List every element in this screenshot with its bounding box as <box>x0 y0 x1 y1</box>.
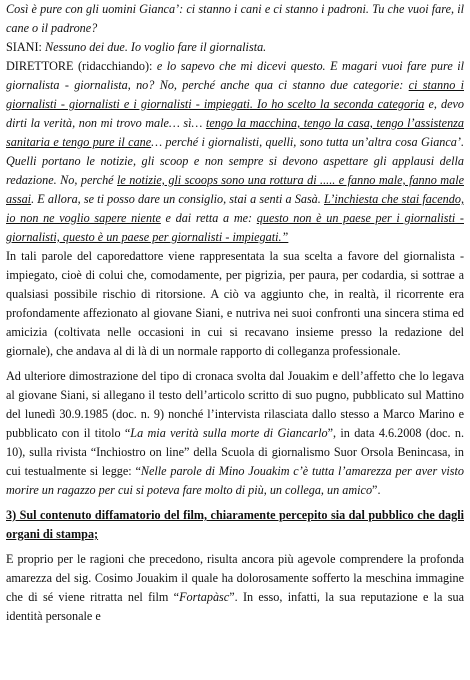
direttore-underline-4: L’inchiesta che stai facendo, io non ne voglio sapere niente <box>6 192 464 225</box>
body-paragraph-1: In tali parole del caporedattore viene rappresentata la sua scelta a favore del giornalista - impiegato, cioè di colui che, comodamente, per pigrizia, per paura, per codardia, si sottrae a qualsiasi possibile rischio di ritorsione. A ciò va aggiunto che, in realtà, il ricorrente era profondamente affezionato al giovane Siani, e nutriva nei suoi confronti una sincera stima ed amicizia (coltivata nelle occasioni in cui si recavano insieme presso la redazione del giornale), che andava al di là di un normale rapporto di colleganza professionale. <box>6 249 464 358</box>
body-paragraph-2 <box>6 367 464 500</box>
direttore-underline-2: tengo la macchina, tengo la casa, tengo l’assistenza sanitaria e tengo pure il cane <box>6 116 465 149</box>
direttore-speech <box>6 57 464 247</box>
body-paragraph-3 <box>6 550 464 626</box>
para3-text-b: ”. In esso, infatti, la sua reputazione e la sua identità personale e <box>6 590 464 623</box>
siani-line <box>6 38 464 57</box>
section-heading: 3) Sul contenuto diffamatorio del film, chiaramente percepito sia dal pubblico che dagli organi di stampa; <box>6 508 464 541</box>
para2-text-b: ”, in data 4.6.2008 (doc. n. 10), sulla rivista “Inchiostro on line” della Scuola di giornalismo Suor Orsola Benincasa, in cui testualmente si legge: “ <box>6 426 464 478</box>
para2-article-title: La mia verità sulla morte di Giancarlo <box>130 426 328 440</box>
para2-text-a: Ad ulteriore dimostrazione del tipo di cronaca svolta dal Jouakim e dell’affetto che lo legava al giovane Siani, si allegano il testo dell’articolo scritto di suo pugno, pubblicato sul Mattino del lunedì 30.9.1985 (doc. n. 9) nonché l’intervista rilasciata dallo stesso a Marco Marino e pubblicato con il titolo “ <box>6 369 464 440</box>
direttore-text-4: … perché i giornalisti, quelli, sono tutta un’altra cosa Gianca’. Quelli portano le notizie, gli scoop e non sempre si devono aspettare gli applausi della redazione. No, perché <box>6 135 465 187</box>
direttore-text-6: e dai retta a me: <box>160 211 257 225</box>
dialogue-line-1: Così è pure con gli uomini Gianca’: ci stanno i cani e ci stanno i padroni. Tu che vuoi fare, il cane o il padrone? <box>6 2 464 35</box>
para2-quote: Nelle parole di Mino Jouakim c’è tutta l’amarezza per aver visto morire un ragazzo per cui si poteva fare molto di più, un collega, un amico <box>6 464 464 497</box>
direttore-text-3: e, devo dirti la verità, non mi trovo male… sì… <box>6 97 464 130</box>
para3-film-title: Fortapàsc <box>179 590 230 604</box>
direttore-underline-3: le notizie, gli scoops sono una rottura di ..... e fanno male, fanno male assai <box>6 173 464 206</box>
dialogue-opening <box>6 0 464 38</box>
direttore-label: DIRETTORE (ridacchiando): <box>6 59 153 73</box>
direttore-underline-5: questo non è un paese per i giornalisti - giornalisti, questo è un paese per giornalisti - impiegati.” <box>6 211 464 244</box>
direttore-text-2: . Io ho scelto la seconda categoria <box>249 97 425 111</box>
direttore-text-5: . E allora, se ti posso dare un consiglio, stai a senti a Sasà. <box>31 192 324 206</box>
direttore-text-1: e lo sapevo che mi dicevi questo. E magari vuoi fare pure il giornalista - giornalista, no? No, perché anche qua ci stanno due categorie: <box>6 59 464 92</box>
direttore-underline-1: ci stanno i giornalisti - giornalisti e i giornalisti - impiegati <box>6 78 464 111</box>
para2-text-c: ”. <box>372 483 381 497</box>
para3-text-a: E proprio per le ragioni che precedono, risulta ancora più agevole comprendere la profonda amarezza del sig. Cosimo Jouakim il quale ha dolorosamente sofferto la meschina immagine che di sé viene ritratta nel film “ <box>6 552 464 604</box>
siani-label: SIANI: <box>6 40 42 54</box>
siani-text: Nessuno dei due. Io voglio fare il giornalista. <box>41 40 267 54</box>
